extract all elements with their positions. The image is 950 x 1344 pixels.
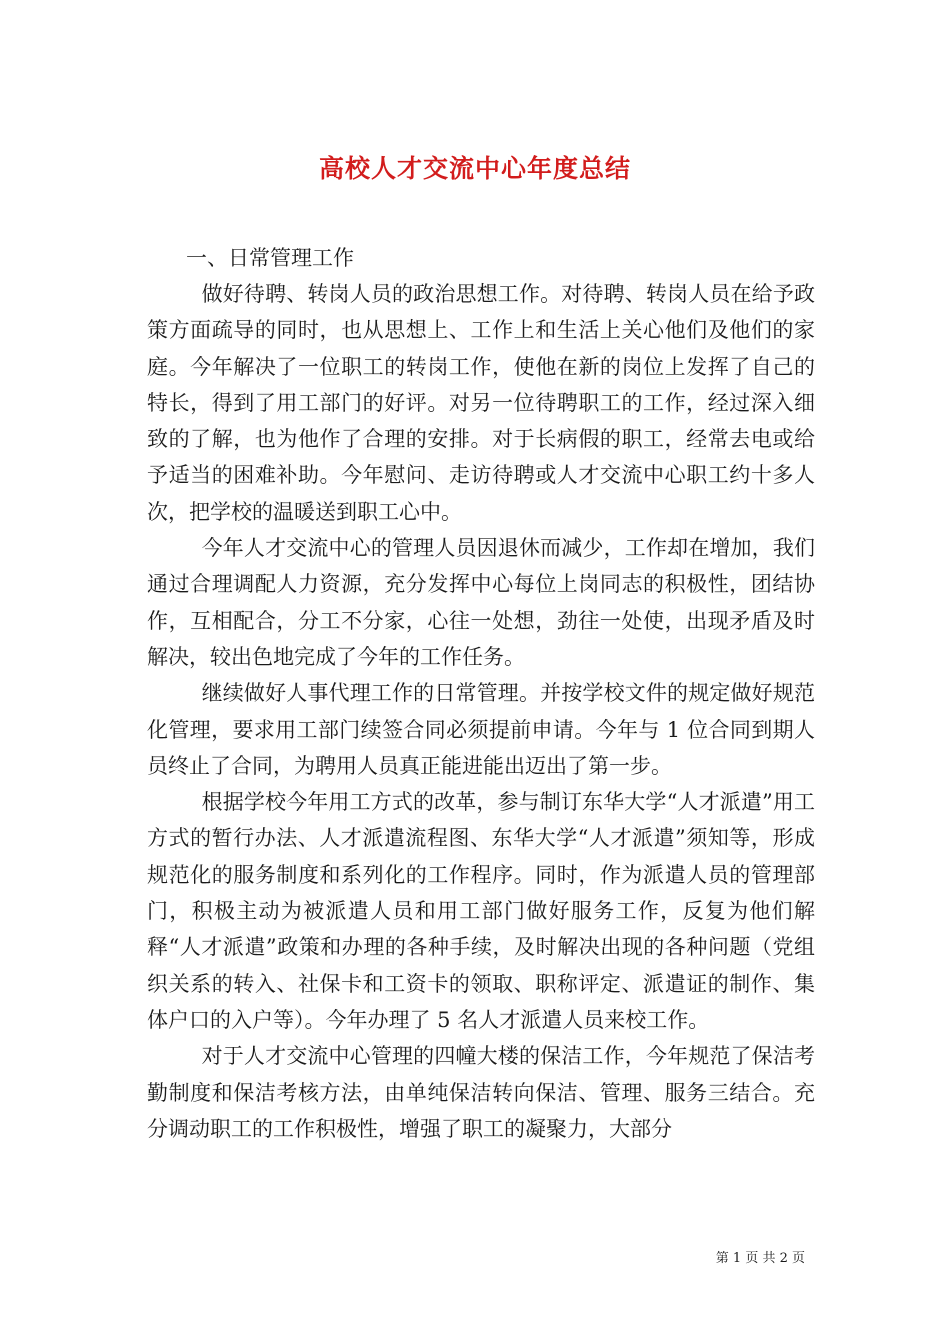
- section-heading: 一、日常管理工作: [186, 246, 354, 270]
- paragraph-1: 做好待聘、转岗人员的政治思想工作。对待聘、转岗人员在给予政策方面疏导的同时，也从思想上、工作上和生活上关心他们及他们的家庭。今年解决了一位职工的转岗工作，使他在新的岗位上发挥了自己的特长，得到了用工部门的好评。对另一位待聘职工的工作，经过深入细致的了解，也为他作了合理的安排。对于长病假的职工，经常去电或给予适当的困难补助。今年慰问、走访待聘或人才交流中心职工约十多人次，把学校的温暖送到职工心中。: [147, 282, 815, 524]
- document-body: [147, 276, 815, 1147]
- page-number: 第 1 页 共 2 页: [715, 1251, 805, 1266]
- paragraph-4: 根据学校今年用工方式的改革，参与制订东华大学“人才派遣”用工方式的暂行办法、人才派遣流程图、东华大学“人才派遣”须知等，形成规范化的服务制度和系列化的工作程序。同时，作为派遣人员的管理部门，积极主动为被派遣人员和用工部门做好服务工作，反复为他们解释“人才派遣”政策和办理的各种手续，及时解决出现的各种问题（党组织关系的转入、社保卡和工资卡的领取、职称评定、派遣证的制作、集体户口的入户等）。今年办理了 5 名人才派遣人员来校工作。: [147, 790, 815, 1032]
- paragraph-5: 对于人才交流中心管理的四幢大楼的保洁工作，今年规范了保洁考勤制度和保洁考核方法，由单纯保洁转向保洁、管理、服务三结合。充分调动职工的工作积极性，增强了职工的凝聚力，大部分: [147, 1044, 815, 1141]
- document-title: 高校人才交流中心年度总结: [318, 153, 631, 183]
- paragraph-3: 继续做好人事代理工作的日常管理。并按学校文件的规定做好规范化管理，要求用工部门续签合同必须提前申请。今年与 1 位合同到期人员终止了合同，为聘用人员真正能进能出迈出了第一步。: [147, 681, 815, 778]
- paragraph-2: 今年人才交流中心的管理人员因退休而减少，工作却在增加，我们通过合理调配人力资源，充分发挥中心每位上岗同志的积极性，团结协作，互相配合，分工不分家，心往一处想，劲往一处使，出现矛盾及时解决，较出色地完成了今年的工作任务。: [147, 536, 815, 669]
